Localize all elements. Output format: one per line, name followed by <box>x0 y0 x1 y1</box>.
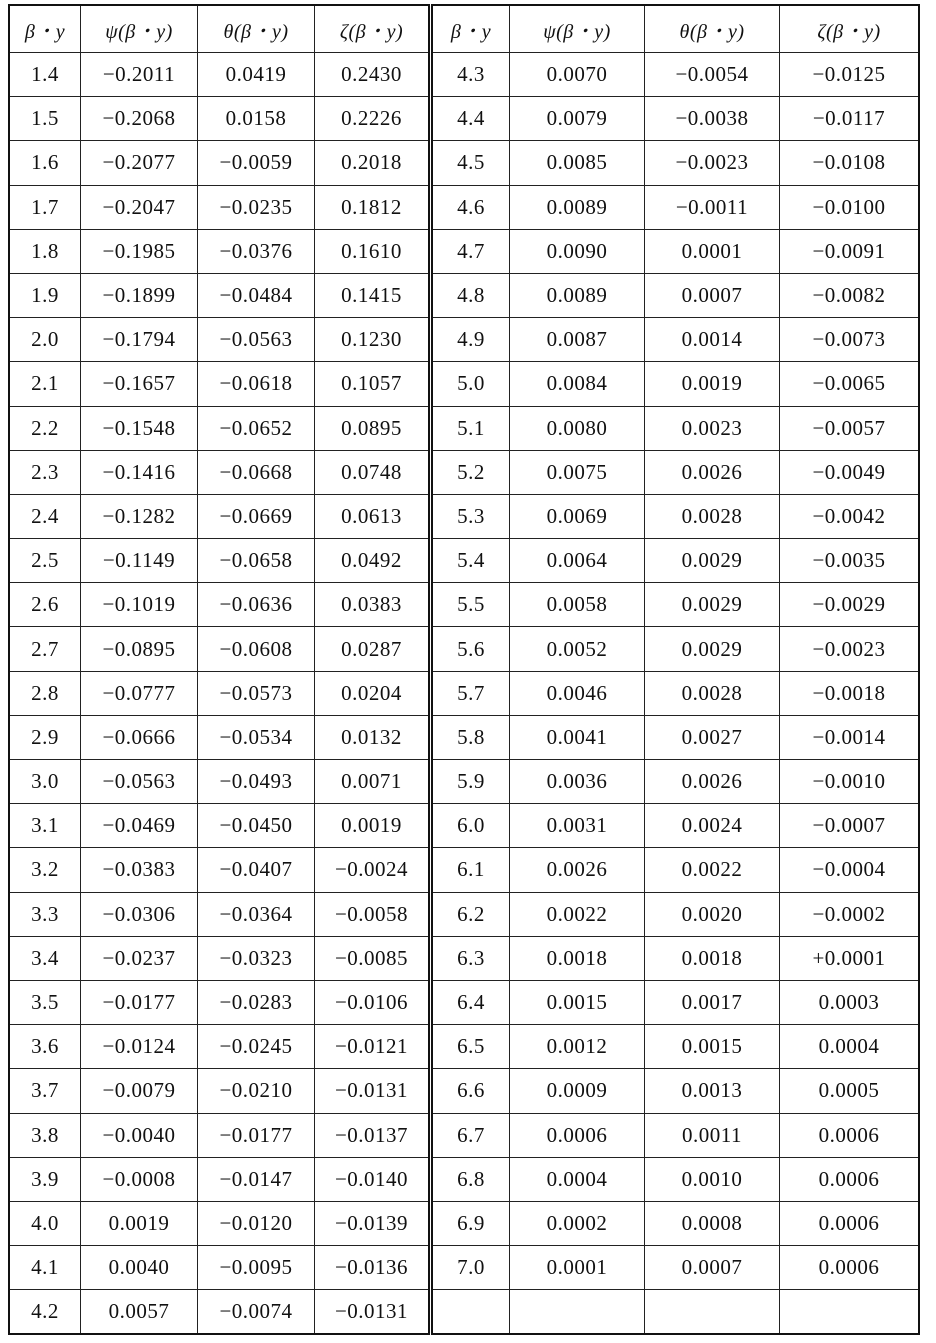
table-cell: 0.1610 <box>315 229 431 273</box>
table-row <box>9 936 919 980</box>
table-cell: 0.0057 <box>81 1290 198 1335</box>
table-row <box>9 1113 919 1157</box>
table-cell: 0.1812 <box>315 185 431 229</box>
table-cell: 3.9 <box>9 1157 81 1201</box>
table-cell: −0.0469 <box>81 804 198 848</box>
table-cell: 0.0087 <box>510 318 645 362</box>
table-cell: −0.0666 <box>81 715 198 759</box>
table-cell: −0.1149 <box>81 539 198 583</box>
table-cell: −0.0065 <box>780 362 920 406</box>
table-cell: 0.0017 <box>645 980 780 1024</box>
table-cell: −0.0895 <box>81 627 198 671</box>
table-cell: 0.0419 <box>198 53 315 97</box>
table-cell: 0.0015 <box>645 1025 780 1069</box>
table-cell: −0.0618 <box>198 362 315 406</box>
table-cell: −0.2047 <box>81 185 198 229</box>
table-cell: −0.0283 <box>198 980 315 1024</box>
table-cell: 0.0022 <box>510 892 645 936</box>
table-cell: 0.0026 <box>645 760 780 804</box>
table-cell: 0.1230 <box>315 318 431 362</box>
table-cell: −0.0108 <box>780 141 920 185</box>
table-cell: 0.0013 <box>645 1069 780 1113</box>
table-cell: −0.0002 <box>780 892 920 936</box>
table-cell <box>510 1290 645 1335</box>
table-cell: −0.1282 <box>81 494 198 538</box>
table-cell: 6.4 <box>431 980 510 1024</box>
table-row <box>9 627 919 671</box>
table-cell: 1.5 <box>9 97 81 141</box>
table-cell: −0.0652 <box>198 406 315 450</box>
table-cell: 0.0027 <box>645 715 780 759</box>
table-cell: 0.0022 <box>645 848 780 892</box>
table-cell: 0.0031 <box>510 804 645 848</box>
table-cell: 0.0007 <box>645 273 780 317</box>
table-cell: −0.1985 <box>81 229 198 273</box>
table-cell: 0.0002 <box>510 1201 645 1245</box>
table-cell: −0.0484 <box>198 273 315 317</box>
table-cell: −0.0106 <box>315 980 431 1024</box>
table-cell: −0.1019 <box>81 583 198 627</box>
table-cell: 4.4 <box>431 97 510 141</box>
table-cell: −0.0120 <box>198 1201 315 1245</box>
table-cell: 4.8 <box>431 273 510 317</box>
table-cell: −0.0450 <box>198 804 315 848</box>
table-cell: −0.0058 <box>315 892 431 936</box>
table-cell: −0.1416 <box>81 450 198 494</box>
table-cell: −0.0059 <box>198 141 315 185</box>
table-cell: −0.0057 <box>780 406 920 450</box>
table-row <box>9 1025 919 1069</box>
table-cell: 0.0084 <box>510 362 645 406</box>
table-cell: −0.0038 <box>645 97 780 141</box>
table-cell: 2.3 <box>9 450 81 494</box>
table-cell: 0.0028 <box>645 671 780 715</box>
table-cell: 0.0004 <box>780 1025 920 1069</box>
table-cell: 4.7 <box>431 229 510 273</box>
table-cell: 0.0090 <box>510 229 645 273</box>
table-cell: 0.0075 <box>510 450 645 494</box>
table-cell: 0.0001 <box>510 1246 645 1290</box>
table-cell: 0.0070 <box>510 53 645 97</box>
table-cell: −0.0035 <box>780 539 920 583</box>
table-cell: 3.1 <box>9 804 81 848</box>
table-cell: 0.0009 <box>510 1069 645 1113</box>
table-cell: −0.0124 <box>81 1025 198 1069</box>
table-cell: −0.2068 <box>81 97 198 141</box>
table-cell: 0.0132 <box>315 715 431 759</box>
table-cell: −0.0054 <box>645 53 780 97</box>
table-cell: 4.9 <box>431 318 510 362</box>
table-cell <box>431 1290 510 1335</box>
table-cell: 0.0613 <box>315 494 431 538</box>
column-header: θ(β・y) <box>198 5 315 53</box>
table-cell: −0.0008 <box>81 1157 198 1201</box>
table-cell: 0.0007 <box>645 1246 780 1290</box>
table-cell: 6.7 <box>431 1113 510 1157</box>
table-cell: 4.0 <box>9 1201 81 1245</box>
table-cell: −0.0010 <box>780 760 920 804</box>
table-cell: 6.9 <box>431 1201 510 1245</box>
table-cell: 0.0006 <box>510 1113 645 1157</box>
table-cell: 0.0079 <box>510 97 645 141</box>
table-cell: −0.0049 <box>780 450 920 494</box>
table-row <box>9 848 919 892</box>
table-cell: 0.0089 <box>510 185 645 229</box>
table-cell: 3.5 <box>9 980 81 1024</box>
table-cell: 4.2 <box>9 1290 81 1335</box>
table-row <box>9 406 919 450</box>
table-cell: −0.0608 <box>198 627 315 671</box>
table-cell: 6.5 <box>431 1025 510 1069</box>
table-cell: 5.1 <box>431 406 510 450</box>
table-cell: −0.0131 <box>315 1290 431 1335</box>
table-cell: 1.7 <box>9 185 81 229</box>
table-cell: −0.0573 <box>198 671 315 715</box>
table-cell: 6.8 <box>431 1157 510 1201</box>
table-cell: −0.0534 <box>198 715 315 759</box>
table-cell: 0.0069 <box>510 494 645 538</box>
table-cell: 0.0020 <box>645 892 780 936</box>
table-row <box>9 494 919 538</box>
table-cell: −0.0011 <box>645 185 780 229</box>
table-body <box>9 53 919 1335</box>
table-cell: 2.8 <box>9 671 81 715</box>
table-cell: 6.6 <box>431 1069 510 1113</box>
table-cell: 0.0003 <box>780 980 920 1024</box>
table-cell: 0.0011 <box>645 1113 780 1157</box>
table-cell: −0.0668 <box>198 450 315 494</box>
table-cell: −0.0117 <box>780 97 920 141</box>
table-cell: −0.0139 <box>315 1201 431 1245</box>
table-cell: −0.0237 <box>81 936 198 980</box>
table-cell: 0.0748 <box>315 450 431 494</box>
table-cell: −0.2011 <box>81 53 198 97</box>
table-cell: 0.0036 <box>510 760 645 804</box>
table-cell: 0.0006 <box>780 1246 920 1290</box>
table-cell: 2.9 <box>9 715 81 759</box>
table-cell: −0.1657 <box>81 362 198 406</box>
table-cell: 2.5 <box>9 539 81 583</box>
table-cell: −0.0091 <box>780 229 920 273</box>
table-cell: 6.0 <box>431 804 510 848</box>
table-cell: −0.0082 <box>780 273 920 317</box>
table-cell: 0.0492 <box>315 539 431 583</box>
header-row <box>9 5 919 53</box>
table-cell: −0.0777 <box>81 671 198 715</box>
column-header: β・y <box>431 5 510 53</box>
table-cell: 1.8 <box>9 229 81 273</box>
table-cell: −0.0100 <box>780 185 920 229</box>
column-header: ψ(β・y) <box>510 5 645 53</box>
table-row <box>9 1246 919 1290</box>
table-cell: −0.0085 <box>315 936 431 980</box>
table-cell: −0.0177 <box>198 1113 315 1157</box>
table-cell: 0.0029 <box>645 627 780 671</box>
table-cell: 0.1057 <box>315 362 431 406</box>
table-cell: −0.0140 <box>315 1157 431 1201</box>
table-cell: −0.0023 <box>780 627 920 671</box>
table-cell: 0.0018 <box>645 936 780 980</box>
table-cell: −0.0563 <box>198 318 315 362</box>
column-header: β・y <box>9 5 81 53</box>
table-cell: 0.0052 <box>510 627 645 671</box>
table-row <box>9 185 919 229</box>
table-row <box>9 450 919 494</box>
table-cell: 7.0 <box>431 1246 510 1290</box>
table-cell: 0.0158 <box>198 97 315 141</box>
table-cell: 0.0064 <box>510 539 645 583</box>
table-row <box>9 1290 919 1335</box>
table-cell: 0.0383 <box>315 583 431 627</box>
table-cell: −0.0383 <box>81 848 198 892</box>
column-header: ψ(β・y) <box>81 5 198 53</box>
table-cell: 0.0071 <box>315 760 431 804</box>
table-cell: 1.9 <box>9 273 81 317</box>
table-row <box>9 892 919 936</box>
table-cell: 0.0058 <box>510 583 645 627</box>
table-cell: 2.4 <box>9 494 81 538</box>
table-cell: 0.2018 <box>315 141 431 185</box>
table-cell: −0.0376 <box>198 229 315 273</box>
table-row <box>9 1069 919 1113</box>
table-cell: 0.0029 <box>645 539 780 583</box>
column-header: θ(β・y) <box>645 5 780 53</box>
table-cell: 4.3 <box>431 53 510 97</box>
table-row <box>9 53 919 97</box>
table-cell: −0.0245 <box>198 1025 315 1069</box>
table-cell: 0.0008 <box>645 1201 780 1245</box>
table-cell: −0.0007 <box>780 804 920 848</box>
table-cell: −0.0014 <box>780 715 920 759</box>
table-cell: −0.0029 <box>780 583 920 627</box>
table-row <box>9 1201 919 1245</box>
table-cell: 0.0287 <box>315 627 431 671</box>
table-cell: 5.0 <box>431 362 510 406</box>
table-cell: −0.0040 <box>81 1113 198 1157</box>
column-header: ζ(β・y) <box>315 5 431 53</box>
table-cell <box>645 1290 780 1335</box>
table-cell: −0.0493 <box>198 760 315 804</box>
table-row <box>9 273 919 317</box>
table-cell: 5.4 <box>431 539 510 583</box>
table-cell: 5.7 <box>431 671 510 715</box>
table-cell: −0.0177 <box>81 980 198 1024</box>
table-cell: −0.0235 <box>198 185 315 229</box>
table-cell: 5.8 <box>431 715 510 759</box>
table-cell: −0.0563 <box>81 760 198 804</box>
table-cell: −0.0669 <box>198 494 315 538</box>
table-cell: 3.3 <box>9 892 81 936</box>
table-row <box>9 715 919 759</box>
table-cell: +0.0001 <box>780 936 920 980</box>
table-cell: 5.3 <box>431 494 510 538</box>
table-cell: 0.0006 <box>780 1113 920 1157</box>
table-cell: −0.0004 <box>780 848 920 892</box>
table-row <box>9 229 919 273</box>
table-cell: 0.0024 <box>645 804 780 848</box>
table-cell: 0.0015 <box>510 980 645 1024</box>
table-cell: −0.0658 <box>198 539 315 583</box>
table-cell: 0.2226 <box>315 97 431 141</box>
table-cell: 3.8 <box>9 1113 81 1157</box>
table-row <box>9 583 919 627</box>
table-row <box>9 141 919 185</box>
table-cell: 0.0004 <box>510 1157 645 1201</box>
table-cell: 0.0006 <box>780 1157 920 1201</box>
table-cell: 1.6 <box>9 141 81 185</box>
table-row <box>9 1157 919 1201</box>
table-cell: 0.0019 <box>315 804 431 848</box>
table-cell: 3.0 <box>9 760 81 804</box>
table-cell: 0.0895 <box>315 406 431 450</box>
table-cell: 0.0041 <box>510 715 645 759</box>
table-cell: −0.0147 <box>198 1157 315 1201</box>
table-row <box>9 980 919 1024</box>
table-cell: 0.0028 <box>645 494 780 538</box>
table-cell: 0.0005 <box>780 1069 920 1113</box>
table-cell: 0.0026 <box>510 848 645 892</box>
table-cell: −0.0074 <box>198 1290 315 1335</box>
table-cell: 3.4 <box>9 936 81 980</box>
table-cell: 0.0010 <box>645 1157 780 1201</box>
table-cell: 6.1 <box>431 848 510 892</box>
table-cell: −0.0364 <box>198 892 315 936</box>
table-cell: −0.2077 <box>81 141 198 185</box>
table-cell: 2.7 <box>9 627 81 671</box>
table-cell: 0.0085 <box>510 141 645 185</box>
table-cell: −0.0121 <box>315 1025 431 1069</box>
table-cell: 0.0018 <box>510 936 645 980</box>
table-cell: 4.5 <box>431 141 510 185</box>
table-cell: 0.0019 <box>645 362 780 406</box>
table-cell: 2.1 <box>9 362 81 406</box>
table-cell: 3.2 <box>9 848 81 892</box>
table-cell: −0.0136 <box>315 1246 431 1290</box>
table-cell: 0.0026 <box>645 450 780 494</box>
table-cell: 5.5 <box>431 583 510 627</box>
table-cell: −0.0137 <box>315 1113 431 1157</box>
table-cell: −0.0024 <box>315 848 431 892</box>
table-cell: 4.6 <box>431 185 510 229</box>
table-cell: −0.1899 <box>81 273 198 317</box>
table-cell: 5.2 <box>431 450 510 494</box>
table-cell: 2.0 <box>9 318 81 362</box>
table-cell: −0.0042 <box>780 494 920 538</box>
table-cell: −0.0125 <box>780 53 920 97</box>
table-cell: −0.0079 <box>81 1069 198 1113</box>
table-cell: −0.0131 <box>315 1069 431 1113</box>
table-cell: −0.0306 <box>81 892 198 936</box>
table-row <box>9 97 919 141</box>
table-cell: −0.0095 <box>198 1246 315 1290</box>
table-cell: 0.0029 <box>645 583 780 627</box>
table-row <box>9 539 919 583</box>
table-cell: 5.6 <box>431 627 510 671</box>
table-cell: 4.1 <box>9 1246 81 1290</box>
table-cell: 0.1415 <box>315 273 431 317</box>
table-cell: −0.0073 <box>780 318 920 362</box>
table-cell: 0.0014 <box>645 318 780 362</box>
function-value-table <box>8 4 920 1335</box>
table-cell: −0.0018 <box>780 671 920 715</box>
table-row <box>9 671 919 715</box>
table-cell: 1.4 <box>9 53 81 97</box>
table-cell: −0.0323 <box>198 936 315 980</box>
table-cell: 6.3 <box>431 936 510 980</box>
table-row <box>9 804 919 848</box>
table-cell: 6.2 <box>431 892 510 936</box>
table-cell: 0.0204 <box>315 671 431 715</box>
table-cell: 0.0040 <box>81 1246 198 1290</box>
column-header: ζ(β・y) <box>780 5 920 53</box>
table-row <box>9 318 919 362</box>
table-cell: 3.6 <box>9 1025 81 1069</box>
table-cell: 0.0023 <box>645 406 780 450</box>
table-cell: 2.6 <box>9 583 81 627</box>
table-row <box>9 760 919 804</box>
table-cell: 5.9 <box>431 760 510 804</box>
table-cell: −0.0636 <box>198 583 315 627</box>
table-cell: 0.0046 <box>510 671 645 715</box>
table-cell: −0.0210 <box>198 1069 315 1113</box>
table-cell: 0.0089 <box>510 273 645 317</box>
table-cell: 0.0006 <box>780 1201 920 1245</box>
table-cell: 0.2430 <box>315 53 431 97</box>
table-cell: −0.0407 <box>198 848 315 892</box>
table-cell: 0.0080 <box>510 406 645 450</box>
table-cell: 0.0019 <box>81 1201 198 1245</box>
table-cell: 0.0012 <box>510 1025 645 1069</box>
table-cell: 0.0001 <box>645 229 780 273</box>
table-cell: 3.7 <box>9 1069 81 1113</box>
table-cell: −0.1548 <box>81 406 198 450</box>
table-cell: −0.0023 <box>645 141 780 185</box>
table-row <box>9 362 919 406</box>
table-cell: −0.1794 <box>81 318 198 362</box>
table-cell <box>780 1290 920 1335</box>
table-cell: 2.2 <box>9 406 81 450</box>
